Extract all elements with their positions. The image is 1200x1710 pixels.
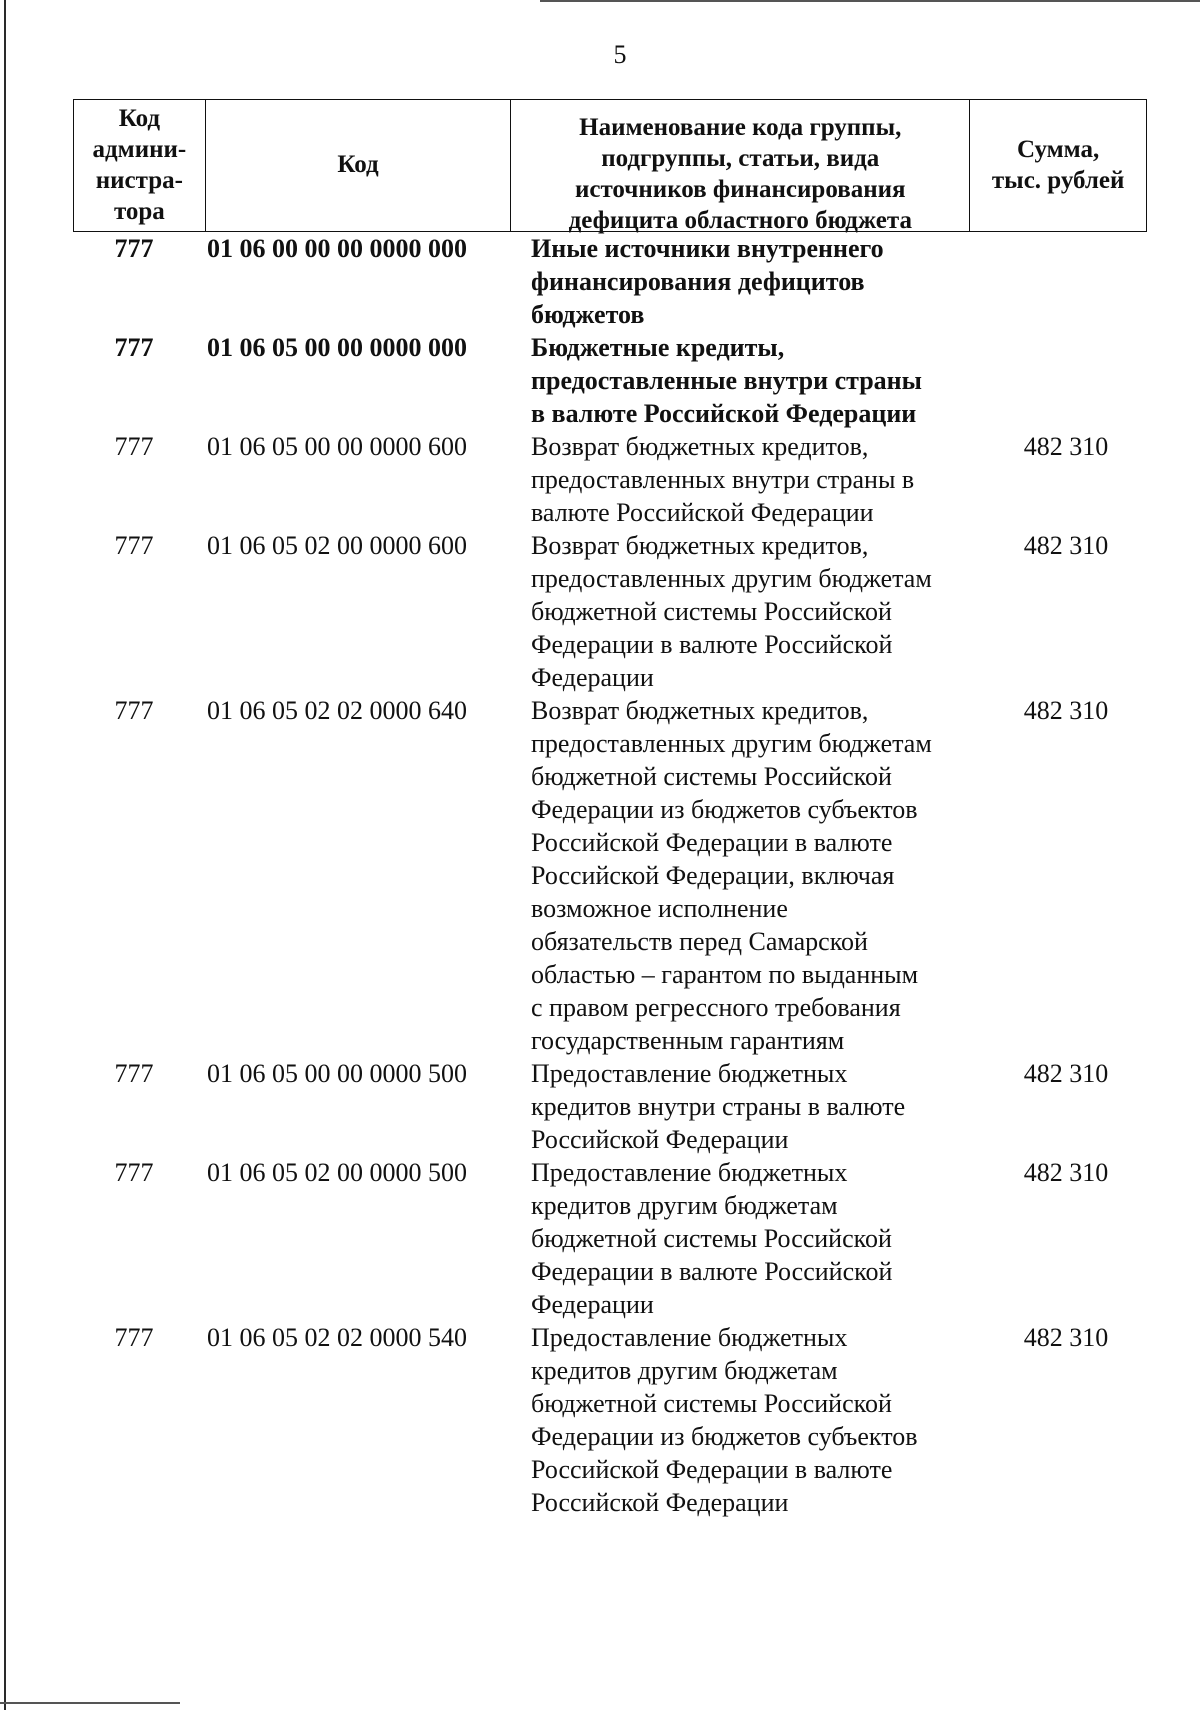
code-name-line: в валюте Российской Федерации: [531, 399, 917, 428]
header-admin-line: тора: [113, 197, 165, 225]
sum-cell: [985, 331, 1147, 430]
code-name-line: бюджетов: [531, 300, 645, 329]
code-name-line: кредитов другим бюджетам: [531, 1356, 838, 1385]
code-name-line: Возврат бюджетных кредитов,: [531, 531, 869, 560]
code-name-cell: [515, 1057, 985, 1156]
code-name-line: Федерации из бюджетов субъектов: [531, 1422, 918, 1451]
table-row: [73, 331, 1147, 430]
table-row: [73, 1321, 1147, 1519]
admin-code-cell: 777: [114, 696, 154, 725]
table-row: [73, 694, 1147, 1057]
admin-code-cell: 777: [114, 333, 154, 362]
code-name-line: Российской Федерации: [531, 1488, 789, 1517]
admin-code-cell: 777: [114, 531, 154, 560]
code-name-line: бюджетной системы Российской: [531, 1389, 892, 1418]
table-row: [73, 1057, 1147, 1156]
sum-cell: 482 310: [1023, 531, 1109, 560]
sum-cell: 482 310: [1023, 696, 1109, 725]
code-name-line: государственным гарантиям: [531, 1026, 845, 1055]
code-name-cell: [515, 1321, 985, 1519]
code-name-cell: [515, 430, 985, 529]
budget-code-cell: 01 06 05 00 00 0000 000: [207, 333, 467, 362]
sum-cell: 482 310: [1023, 1158, 1109, 1187]
header-admin-code: [74, 100, 206, 231]
budget-code-cell: 01 06 00 00 00 0000 000: [207, 234, 467, 263]
code-name-cell: [515, 529, 985, 694]
code-name-line: кредитов внутри страны в валюте: [531, 1092, 906, 1121]
admin-code-cell: 777: [114, 1059, 154, 1088]
header-admin-line: админи-: [92, 135, 187, 163]
code-name-line: Российской Федерации: [531, 1125, 789, 1154]
code-name-line: Федерации из бюджетов субъектов: [531, 795, 918, 824]
code-name-line: возможное исполнение: [531, 894, 788, 923]
header-name-line: Наименование кода группы,: [579, 114, 902, 141]
code-name-line: Предоставление бюджетных: [531, 1059, 848, 1088]
code-name-line: Федерации: [531, 663, 654, 692]
sum-cell: [985, 232, 1147, 331]
budget-code-cell: 01 06 05 02 00 0000 500: [207, 1158, 467, 1187]
code-name-line: предоставленных другим бюджетам: [531, 729, 932, 758]
code-name-line: Предоставление бюджетных: [531, 1158, 848, 1187]
code-name-line: Возврат бюджетных кредитов,: [531, 696, 869, 725]
page-number: 5: [613, 40, 627, 69]
sum-cell: 482 310: [1023, 432, 1109, 461]
table-row: [73, 1156, 1147, 1321]
header-admin-line: Код: [118, 104, 161, 132]
budget-code-cell: 01 06 05 00 00 0000 500: [207, 1059, 467, 1088]
code-name-line: областью – гарантом по выданным: [531, 960, 919, 989]
admin-code-cell: 777: [114, 234, 154, 263]
code-name-line: кредитов другим бюджетам: [531, 1191, 838, 1220]
scan-edge-left: [4, 0, 6, 1710]
scan-edge-bottom: [0, 1702, 180, 1704]
admin-code-cell: 777: [114, 1323, 154, 1352]
code-name-line: предоставленных другим бюджетам: [531, 564, 932, 593]
code-name-line: Иные источники внутреннего: [531, 234, 884, 263]
code-name-line: Бюджетные кредиты,: [531, 333, 785, 362]
budget-code-cell: 01 06 05 02 02 0000 640: [207, 696, 467, 725]
code-name-line: бюджетной системы Российской: [531, 597, 892, 626]
code-name-line: с правом регрессного требования: [531, 993, 901, 1022]
header-code: [206, 100, 511, 231]
header-sum-line: тыс. рублей: [991, 166, 1125, 194]
admin-code-cell: 777: [114, 432, 154, 461]
code-name-cell: [515, 1156, 985, 1321]
code-name-line: бюджетной системы Российской: [531, 1224, 892, 1253]
header-name-line: источников финансирования: [574, 176, 906, 203]
code-name-line: бюджетной системы Российской: [531, 762, 892, 791]
code-name-line: предоставленных внутри страны в: [531, 465, 915, 494]
code-name-cell: [515, 232, 985, 331]
header-sum: [970, 100, 1146, 231]
header-code-label: Код: [337, 151, 379, 178]
sum-cell: 482 310: [1023, 1059, 1109, 1088]
scan-edge-top: [540, 0, 1200, 2]
code-name-cell: [515, 694, 985, 1057]
table-header: [73, 99, 1147, 232]
code-name-line: обязательств перед Самарской: [531, 927, 868, 956]
table-body: [73, 232, 1147, 1519]
code-name-line: предоставленные внутри страны: [531, 366, 922, 395]
code-name-line: валюте Российской Федерации: [531, 498, 874, 527]
sum-cell: 482 310: [1023, 1323, 1109, 1352]
table-row: [73, 232, 1147, 331]
code-name-line: Федерации в валюте Российской: [531, 1257, 893, 1286]
code-name-line: Федерации в валюте Российской: [531, 630, 893, 659]
header-name: [511, 100, 970, 234]
budget-code-cell: 01 06 05 02 00 0000 600: [207, 531, 467, 560]
code-name-line: Возврат бюджетных кредитов,: [531, 432, 869, 461]
header-name-line: подгруппы, статьи, вида: [601, 145, 880, 172]
header-name-line: дефицита областного бюджета: [568, 207, 912, 234]
budget-code-cell: 01 06 05 00 00 0000 600: [207, 432, 467, 461]
code-name-line: Предоставление бюджетных: [531, 1323, 848, 1352]
code-name-cell: [515, 331, 985, 430]
code-name-line: Федерации: [531, 1290, 654, 1319]
header-sum-line: Сумма,: [1017, 135, 1100, 163]
header-admin-line: нистра-: [95, 166, 183, 194]
code-name-line: Российской Федерации, включая: [531, 861, 895, 890]
table-row: [73, 529, 1147, 694]
code-name-line: финансирования дефицитов: [531, 267, 865, 296]
code-name-line: Российской Федерации в валюте: [531, 828, 893, 857]
budget-code-cell: 01 06 05 02 02 0000 540: [207, 1323, 467, 1352]
admin-code-cell: 777: [114, 1158, 154, 1187]
code-name-line: Российской Федерации в валюте: [531, 1455, 893, 1484]
table-row: [73, 430, 1147, 529]
